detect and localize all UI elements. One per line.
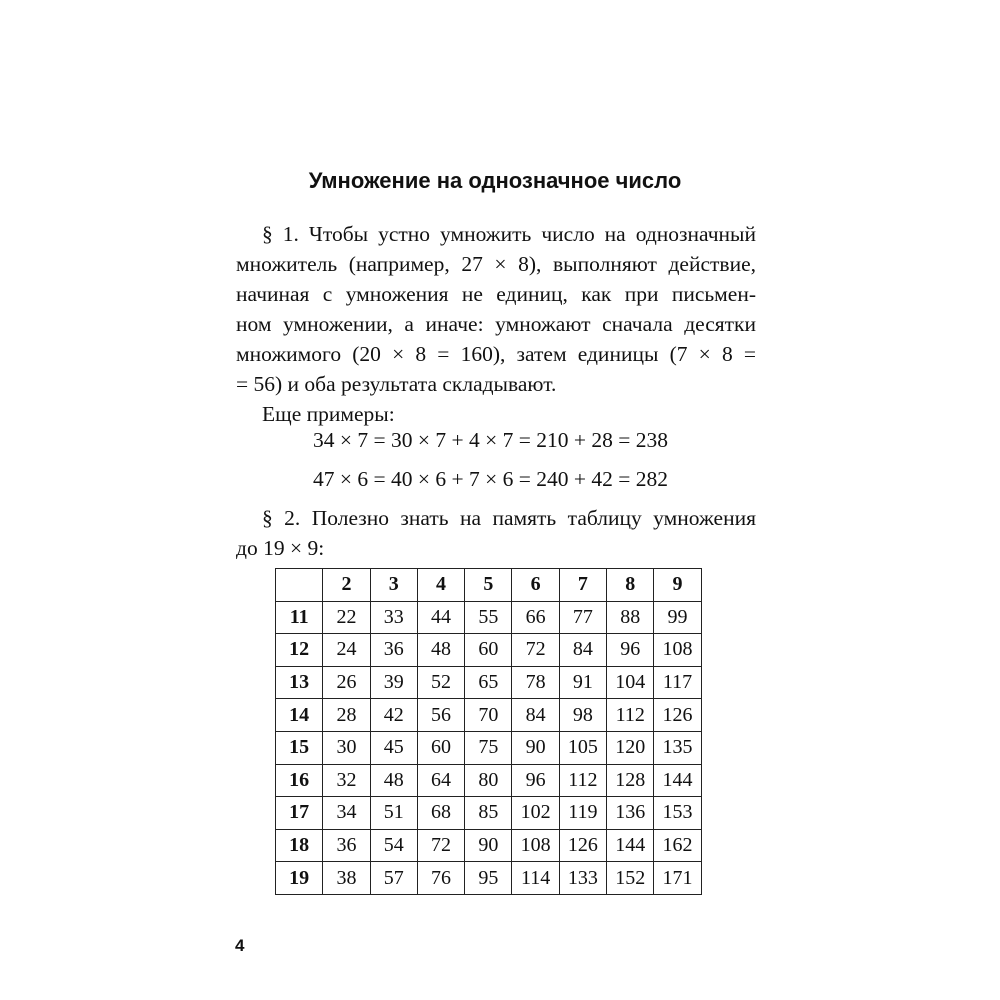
table-cell: 136	[607, 797, 654, 830]
table-cell: 64	[417, 764, 464, 797]
column-header: 9	[654, 569, 701, 602]
row-header: 13	[276, 666, 323, 699]
table-cell: 105	[559, 731, 606, 764]
row-header: 19	[276, 862, 323, 895]
paragraph-2	[236, 503, 756, 563]
table-cell: 76	[417, 862, 464, 895]
table-cell: 34	[323, 797, 370, 830]
row-header: 15	[276, 731, 323, 764]
table-cell: 96	[607, 634, 654, 667]
table-cell: 114	[512, 862, 559, 895]
table-cell: 78	[512, 666, 559, 699]
table-cell: 57	[370, 862, 417, 895]
table-cell: 90	[465, 829, 512, 862]
table-cell: 65	[465, 666, 512, 699]
row-header: 17	[276, 797, 323, 830]
formula-2: 47 × 6 = 40 × 6 + 7 × 6 = 240 + 42 = 282	[313, 467, 669, 491]
paragraph-line: множимого (20 × 8 = 160), затем единицы (7 × 8 =	[236, 342, 756, 366]
table-corner-cell	[276, 569, 323, 602]
table-cell: 133	[559, 862, 606, 895]
table-cell: 72	[512, 634, 559, 667]
table-cell: 45	[370, 731, 417, 764]
paragraph-line: начиная с умножения не единиц, как при письмен-	[236, 282, 756, 306]
row-header: 14	[276, 699, 323, 732]
table-cell: 80	[465, 764, 512, 797]
table-row	[276, 666, 702, 699]
table-cell: 60	[465, 634, 512, 667]
table-cell: 98	[559, 699, 606, 732]
column-header: 3	[370, 569, 417, 602]
examples-label: Еще примеры:	[262, 402, 395, 426]
table-cell: 144	[607, 829, 654, 862]
table-row	[276, 829, 702, 862]
table-cell: 135	[654, 731, 701, 764]
column-header: 5	[465, 569, 512, 602]
table-cell: 48	[370, 764, 417, 797]
table-cell: 54	[370, 829, 417, 862]
paragraph-line: множитель (например, 27 × 8), выполняют действие,	[236, 252, 756, 276]
table-cell: 75	[465, 731, 512, 764]
table-cell: 32	[323, 764, 370, 797]
table-cell: 126	[654, 699, 701, 732]
table-cell: 153	[654, 797, 701, 830]
table-cell: 85	[465, 797, 512, 830]
table-cell: 108	[512, 829, 559, 862]
multiplication-table	[275, 568, 702, 895]
table-cell: 128	[607, 764, 654, 797]
page-number: 4	[235, 936, 245, 955]
table-cell: 77	[559, 601, 606, 634]
formula-1: 34 × 7 = 30 × 7 + 4 × 7 = 210 + 28 = 238	[313, 428, 669, 452]
table-cell: 99	[654, 601, 701, 634]
table-cell: 72	[417, 829, 464, 862]
table-header-row	[276, 569, 702, 602]
paragraph-line: ном умножении, а иначе: умножают сначала десятки	[236, 312, 756, 336]
paragraph-line: до 19 × 9:	[236, 536, 325, 560]
column-header: 6	[512, 569, 559, 602]
row-header: 18	[276, 829, 323, 862]
table-cell: 152	[607, 862, 654, 895]
table-cell: 144	[654, 764, 701, 797]
table-cell: 95	[465, 862, 512, 895]
table-cell: 120	[607, 731, 654, 764]
table-row	[276, 731, 702, 764]
table-cell: 108	[654, 634, 701, 667]
table-cell: 38	[323, 862, 370, 895]
table-cell: 126	[559, 829, 606, 862]
table-cell: 44	[417, 601, 464, 634]
table-cell: 84	[559, 634, 606, 667]
table-row	[276, 634, 702, 667]
column-header: 7	[559, 569, 606, 602]
table-cell: 51	[370, 797, 417, 830]
column-header: 4	[417, 569, 464, 602]
table-cell: 102	[512, 797, 559, 830]
table-cell: 39	[370, 666, 417, 699]
table-row	[276, 601, 702, 634]
paragraph-1	[236, 219, 756, 429]
table-cell: 171	[654, 862, 701, 895]
column-header: 2	[323, 569, 370, 602]
table-cell: 52	[417, 666, 464, 699]
table-cell: 60	[417, 731, 464, 764]
table-cell: 84	[512, 699, 559, 732]
table-cell: 88	[607, 601, 654, 634]
table-cell: 36	[370, 634, 417, 667]
paragraph-line: § 1. Чтобы устно умножить число на однозначный	[262, 222, 756, 246]
table-cell: 33	[370, 601, 417, 634]
table-cell: 55	[465, 601, 512, 634]
paragraph-line: § 2. Полезно знать на память таблицу умножения	[262, 506, 756, 530]
table-cell: 28	[323, 699, 370, 732]
table-cell: 36	[323, 829, 370, 862]
column-header: 8	[607, 569, 654, 602]
table-cell: 30	[323, 731, 370, 764]
table-cell: 117	[654, 666, 701, 699]
table-cell: 162	[654, 829, 701, 862]
table-cell: 68	[417, 797, 464, 830]
table-cell: 112	[559, 764, 606, 797]
table-cell: 112	[607, 699, 654, 732]
table-cell: 42	[370, 699, 417, 732]
row-header: 11	[276, 601, 323, 634]
table-cell: 26	[323, 666, 370, 699]
table-cell: 91	[559, 666, 606, 699]
paragraph-line: = 56) и оба результата складывают.	[236, 372, 557, 396]
table-cell: 119	[559, 797, 606, 830]
table-cell: 96	[512, 764, 559, 797]
table-cell: 66	[512, 601, 559, 634]
row-header: 16	[276, 764, 323, 797]
table-cell: 104	[607, 666, 654, 699]
table-cell: 48	[417, 634, 464, 667]
table-row	[276, 862, 702, 895]
table-cell: 56	[417, 699, 464, 732]
table-cell: 90	[512, 731, 559, 764]
page-title: Умножение на однозначное число	[308, 168, 682, 193]
table-row	[276, 797, 702, 830]
table-row	[276, 699, 702, 732]
table-cell: 22	[323, 601, 370, 634]
row-header: 12	[276, 634, 323, 667]
table-cell: 24	[323, 634, 370, 667]
table-cell: 70	[465, 699, 512, 732]
table-row	[276, 764, 702, 797]
